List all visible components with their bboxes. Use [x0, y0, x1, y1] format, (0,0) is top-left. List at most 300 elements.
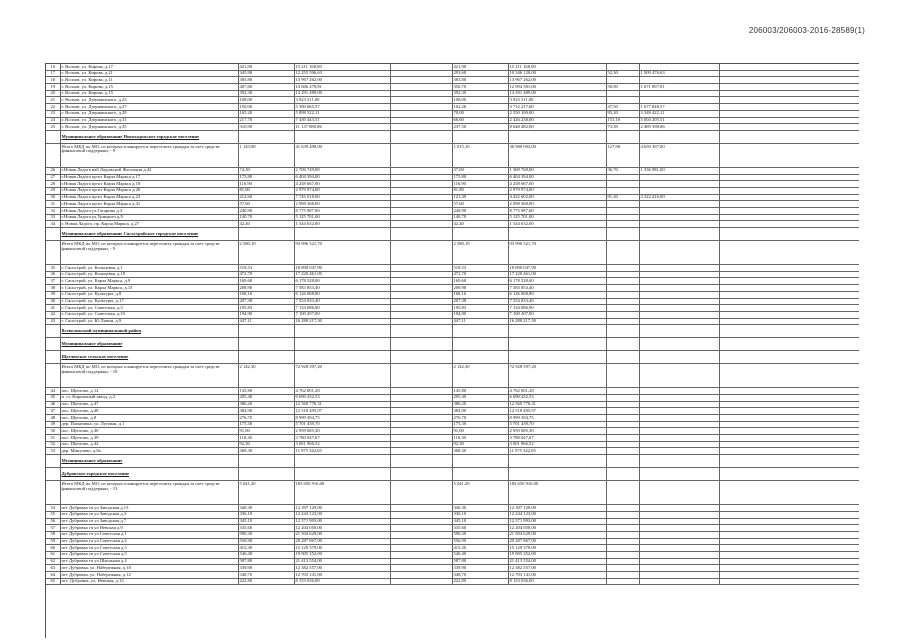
cell-number: 30 [46, 194, 60, 201]
table-row [46, 285, 859, 292]
cell-empty [390, 84, 452, 91]
table-row [46, 278, 859, 285]
cell-fund-cost: 6 178 528,00 [508, 278, 606, 285]
cell-fund-area: 70,00 [452, 110, 508, 117]
cell-empty [719, 208, 859, 215]
cell-empty [719, 455, 859, 468]
cell-total-area: 310,90 [238, 124, 294, 131]
cell-fund-cost: 15 211 168,00 [508, 64, 606, 70]
cell-total-area: 175,80 [238, 174, 294, 181]
cell-extra-cost [639, 201, 719, 208]
cell-total-area: 217,70 [238, 117, 294, 124]
cell-extra-area [606, 531, 639, 538]
cell-address: г. Волхов, ул. Кирова, д.21 [60, 70, 238, 77]
cell-empty [390, 511, 452, 518]
cell-total-cost: 15 211 168,00 [294, 64, 390, 70]
cell-total-area: 91,00 [238, 428, 294, 435]
cell-total-cost: 3 780 047,67 [294, 435, 390, 442]
cell-fund-cost: 12 397 129,00 [508, 505, 606, 512]
cell-address: г. Новая Ладога, пр. Карла Маркса, д.27 [60, 221, 238, 228]
cell-fund-area: 447,11 [452, 318, 508, 325]
cell-number: 54 [46, 505, 60, 512]
cell-number [46, 228, 60, 241]
cell-empty [719, 525, 859, 532]
cell-extra-cost [639, 455, 719, 468]
cell-number: 59 [46, 538, 60, 545]
cell-extra-area [606, 421, 639, 428]
cell-fund-cost: 3 780 047,67 [508, 435, 606, 442]
cell-extra-area: 95,20 [606, 110, 639, 117]
cell-total-area: 2 142,30 [238, 364, 294, 388]
cell-address: г. Сясьстрой, ул. Культуры, д.8 [60, 291, 238, 298]
cell-empty [390, 214, 452, 221]
cell-total-area: 447,11 [238, 318, 294, 325]
cell-fund-area: 590,30 [452, 531, 508, 538]
cell-fund-cost: 16 288 217,30 [508, 318, 606, 325]
cell-extra-cost [639, 441, 719, 448]
cell-fund-area: 222,80 [452, 578, 508, 585]
cell-fund-cost: 7 100 207,00 [508, 311, 606, 318]
cell-fund-cost: 8 648 482,00 [508, 124, 606, 131]
cell-extra-area [606, 298, 639, 305]
cell-extra-area [606, 181, 639, 188]
cell-address: пгт Дубровка гп ул Школьная д.4 [60, 558, 238, 565]
cell-total-cost: 2 979 974,00 [294, 187, 390, 194]
cell-empty [390, 278, 452, 285]
cell-extra-cost [639, 525, 719, 532]
cell-number [46, 468, 60, 481]
cell-fund-area: 121,49 [452, 194, 508, 201]
cell-empty [390, 208, 452, 215]
table-row [46, 551, 859, 558]
cell-empty [719, 181, 859, 188]
cell-total-cost: 12 255 596,63 [294, 70, 390, 77]
cell-total-area: 175,30 [238, 421, 294, 428]
cell-empty [390, 531, 452, 538]
cell-total-area [238, 325, 294, 338]
cell-total-cost: 2 959 685,30 [294, 428, 390, 435]
cell-extra-cost: 1 336 981,00 [639, 167, 719, 174]
cell-total-area [238, 351, 294, 364]
cell-total-cost: 3 001 966,52 [294, 441, 390, 448]
cell-total-cost: 21 504 629,00 [294, 531, 390, 538]
table-row [46, 435, 859, 442]
cell-fund-area: 116,90 [452, 181, 508, 188]
cell-number: 45 [46, 394, 60, 401]
cell-empty [390, 408, 452, 415]
cell-fund-area: 140,70 [452, 214, 508, 221]
cell-empty [390, 228, 452, 241]
table-row [46, 388, 859, 395]
table-row [46, 394, 859, 401]
cell-fund-cost [508, 455, 606, 468]
table-row [46, 428, 859, 435]
cell-number: 16 [46, 64, 60, 70]
cell-empty [719, 110, 859, 117]
table-row [46, 70, 859, 77]
cell-fund-area: 66,60 [452, 117, 508, 124]
cell-fund-cost: 3 001 966,52 [508, 441, 606, 448]
cell-empty [390, 364, 452, 388]
cell-fund-area [452, 351, 508, 364]
section-header-row [46, 455, 859, 468]
cell-empty [719, 578, 859, 585]
table-row [46, 97, 859, 104]
cell-empty [719, 194, 859, 201]
cell-fund-cost: 4 422 602,00 [508, 194, 606, 201]
cell-extra-cost: 1 909 476,63 [639, 70, 719, 77]
cell-empty [390, 578, 452, 585]
cell-extra-cost [639, 265, 719, 272]
cell-extra-cost: 4 659 397,00 [639, 143, 719, 167]
table-row [46, 565, 859, 572]
cell-address: г. Волхов, ул. Дзержинского, д.27 [60, 104, 238, 111]
cell-fund-area: 1 015,10 [452, 143, 508, 167]
cell-total-area: 74,30 [238, 167, 294, 174]
cell-empty [390, 221, 452, 228]
cell-address: пос. Щеглово, д.48 [60, 408, 238, 415]
cell-total-cost: 14 291 489,00 [294, 90, 390, 97]
cell-fund-cost: 21 504 629,00 [508, 531, 606, 538]
table-row [46, 305, 859, 312]
cell-empty [390, 241, 452, 265]
table-row [46, 572, 859, 579]
cell-number: 53 [46, 448, 60, 455]
cell-total-cost: 93 996 321,70 [294, 241, 390, 265]
cell-total-area: 336,10 [238, 511, 294, 518]
cell-address: г. Сясьстрой, ул. Кольцевая, д.18 [60, 271, 238, 278]
cell-fund-cost: 12 204 050,00 [508, 525, 606, 532]
cell-fund-area: 356,70 [452, 84, 508, 91]
cell-extra-cost [639, 318, 719, 325]
cell-total-cost: 8 153 036,00 [294, 578, 390, 585]
cell-empty [719, 468, 859, 481]
cell-empty [390, 435, 452, 442]
cell-empty [719, 572, 859, 579]
cell-fund-cost [508, 130, 606, 143]
cell-empty [719, 428, 859, 435]
cell-address: Муниципальное образование Сясьстройское городское поселение [60, 228, 238, 241]
cell-extra-cost [639, 187, 719, 194]
cell-empty [719, 558, 859, 565]
cell-empty [390, 104, 452, 111]
cell-empty [719, 214, 859, 221]
cell-extra-cost: 3 348 422,11 [639, 110, 719, 117]
document-id: 206003/206003-2016-28589(1) [748, 26, 865, 35]
cell-fund-area: 340,30 [452, 505, 508, 512]
cell-number [46, 130, 60, 143]
cell-total-area: 590,30 [238, 531, 294, 538]
table-row [46, 525, 859, 532]
housing-register-table [46, 64, 859, 585]
cell-total-cost: 7 100 207,00 [294, 311, 390, 318]
cell-empty [719, 408, 859, 415]
cell-empty [719, 511, 859, 518]
cell-empty [719, 77, 859, 84]
cell-total-area: 169,60 [238, 278, 294, 285]
cell-fund-cost [508, 228, 606, 241]
cell-extra-cost [639, 468, 719, 481]
cell-extra-cost: 5 004 205,51 [639, 117, 719, 124]
cell-extra-area [606, 394, 639, 401]
section-header-row [46, 338, 859, 351]
cell-address: г. Сясьстрой, ул. Советская, д.3 [60, 305, 238, 312]
cell-address: г.Новая Ладога пр-кт Карла Маркса д.41 [60, 201, 238, 208]
cell-extra-cost: 1 677 848,57 [639, 104, 719, 111]
cell-empty [719, 318, 859, 325]
cell-number: 20 [46, 90, 60, 97]
cell-empty [390, 428, 452, 435]
cell-total-area: 207,38 [238, 298, 294, 305]
cell-extra-area [606, 505, 639, 512]
cell-address: пгт Дубровка гп ул Советская д.3 [60, 545, 238, 552]
cell-empty [719, 338, 859, 351]
cell-total-area: 208,98 [238, 285, 294, 292]
table-row [46, 421, 859, 428]
cell-total-cost: 8 775 987,00 [294, 208, 390, 215]
cell-fund-area: 293,60 [452, 70, 508, 77]
cell-number: 19 [46, 84, 60, 91]
cell-address: г. Волхов, ул. Дзержинского, д.23 [60, 97, 238, 104]
cell-fund-area: 2 142,30 [452, 364, 508, 388]
cell-number [46, 143, 60, 167]
cell-extra-cost [639, 511, 719, 518]
cell-empty [390, 291, 452, 298]
table-row [46, 531, 859, 538]
table-row [46, 187, 859, 194]
cell-empty [390, 325, 452, 338]
cell-empty [719, 325, 859, 338]
cell-fund-area: 415,30 [452, 545, 508, 552]
cell-total-area: 386,20 [238, 401, 294, 408]
cell-extra-cost [639, 351, 719, 364]
cell-fund-cost: 7 554 833,40 [508, 298, 606, 305]
cell-number: 24 [46, 117, 60, 124]
table-row [46, 194, 859, 201]
cell-total-cost: 2 706 749,00 [294, 167, 390, 174]
register-body [46, 64, 859, 585]
cell-address: г. Волхов, ул. Кирова, д.15 [60, 90, 238, 97]
cell-total-cost: 8 999 394,75 [294, 415, 390, 422]
cell-total-cost: 12 397 129,00 [294, 505, 390, 512]
cell-number: 58 [46, 531, 60, 538]
cell-fund-area: 208,98 [452, 285, 508, 292]
cell-extra-area [606, 441, 639, 448]
cell-empty [719, 97, 859, 104]
cell-total-area: 345,10 [238, 518, 294, 525]
cell-fund-cost: 2 550 100,00 [508, 110, 606, 117]
table-row [46, 214, 859, 221]
cell-empty [719, 124, 859, 131]
cell-empty [719, 364, 859, 388]
cell-total-area [238, 455, 294, 468]
cell-total-cost: 12 571 993,00 [294, 518, 390, 525]
cell-fund-area: 392,30 [452, 90, 508, 97]
cell-empty [390, 130, 452, 143]
cell-fund-cost: 8 775 987,00 [508, 208, 606, 215]
cell-extra-cost [639, 174, 719, 181]
register-sheet [45, 63, 859, 638]
cell-total-area: 116,90 [238, 181, 294, 188]
cell-total-area: 140,70 [238, 214, 294, 221]
cell-empty [719, 104, 859, 111]
cell-empty [390, 124, 452, 131]
cell-number: 23 [46, 110, 60, 117]
cell-extra-cost [639, 421, 719, 428]
cell-address: г.Новая Ладога пр-кт Карла Маркса д.20 [60, 187, 238, 194]
cell-total-cost: 12 518 495,97 [294, 408, 390, 415]
cell-address: дер. Плинтовка, ул. Луговая, д.1 [60, 421, 238, 428]
cell-address: г.Новая Ладога пр-кт Карла Маркса д.18 [60, 181, 238, 188]
cell-fund-area: 556,90 [452, 538, 508, 545]
cell-empty [390, 481, 452, 505]
cell-total-cost: 5 701 439,70 [294, 421, 390, 428]
cell-extra-area [606, 241, 639, 265]
cell-total-cost: 11 137 880,86 [294, 124, 390, 131]
table-row [46, 408, 859, 415]
table-row [46, 518, 859, 525]
cell-address: пгт Дубровка гп ул Советская д.5 [60, 551, 238, 558]
cell-address: пгт Дубровка гп ул Заводская д.13 [60, 505, 238, 512]
cell-extra-cost [639, 271, 719, 278]
cell-total-cost [294, 468, 390, 481]
table-row [46, 511, 859, 518]
cell-total-area: 383,80 [238, 77, 294, 84]
cell-extra-area [606, 518, 639, 525]
cell-fund-cost: 5 701 439,70 [508, 421, 606, 428]
cell-extra-area [606, 214, 639, 221]
cell-number: 41 [46, 305, 60, 312]
cell-empty [390, 401, 452, 408]
cell-total-cost: 4 762 001,28 [294, 388, 390, 395]
cell-empty [719, 505, 859, 512]
cell-total-cost: 14 666 478,81 [294, 84, 390, 91]
cell-empty [719, 565, 859, 572]
cell-number: 65 [46, 578, 60, 585]
cell-extra-area [606, 265, 639, 272]
cell-fund-cost: 3 923 511,00 [508, 97, 606, 104]
table-row [46, 265, 859, 272]
cell-extra-cost: 3 322 416,00 [639, 194, 719, 201]
cell-total-cost: 7 430 443,51 [294, 117, 390, 124]
cell-total-area: 222,80 [238, 578, 294, 585]
table-row [46, 298, 859, 305]
cell-extra-area: 127,90 [606, 143, 639, 167]
cell-address: г. Волхов, ул. Кирова, д.15 [60, 84, 238, 91]
cell-total-cost [294, 325, 390, 338]
cell-empty [719, 187, 859, 194]
cell-total-cost: 12 560 776,31 [294, 401, 390, 408]
cell-empty [719, 174, 859, 181]
cell-number: 28 [46, 181, 60, 188]
cell-empty [719, 518, 859, 525]
cell-fund-cost: 13 967 262,00 [508, 77, 606, 84]
cell-number: 50 [46, 428, 60, 435]
cell-extra-area [606, 558, 639, 565]
cell-fund-area: 383,80 [452, 77, 508, 84]
cell-fund-area: 169,60 [452, 278, 508, 285]
cell-fund-area: 145,80 [452, 388, 508, 395]
cell-empty [390, 448, 452, 455]
cell-number: 51 [46, 435, 60, 442]
cell-number: 22 [46, 104, 60, 111]
table-row [46, 271, 859, 278]
cell-total-cost: 12 204 050,00 [294, 525, 390, 532]
cell-extra-cost [639, 77, 719, 84]
cell-empty [719, 388, 859, 395]
cell-fund-area: 335,60 [452, 525, 508, 532]
cell-address: г.Новая Ладога ул.Урицкого д.9 [60, 214, 238, 221]
cell-extra-area [606, 572, 639, 579]
cell-total-area: 116,30 [238, 435, 294, 442]
cell-extra-cost [639, 415, 719, 422]
cell-total-area: 276,70 [238, 415, 294, 422]
cell-extra-area [606, 291, 639, 298]
cell-address: дер. Минулово, д.8а [60, 448, 238, 455]
cell-fund-area: 339,90 [452, 565, 508, 572]
cell-total-area: 150,00 [238, 104, 294, 111]
cell-extra-area [606, 448, 639, 455]
cell-extra-area [606, 408, 639, 415]
cell-fund-cost: 3 712 217,00 [508, 104, 606, 111]
cell-fund-area: 472,70 [452, 271, 508, 278]
cell-total-cost: 12 703 141,00 [294, 572, 390, 579]
cell-address: Дубровское городское поселение [60, 468, 238, 481]
cell-address: пос. Щеглово, д.12 [60, 388, 238, 395]
table-row [46, 441, 859, 448]
cell-fund-area: 2 580,19 [452, 241, 508, 265]
cell-address: Муниципальное образование [60, 455, 238, 468]
table-row [46, 448, 859, 455]
table-row [46, 545, 859, 552]
cell-address: Муниципальное образование Новоладожское городское поселение [60, 130, 238, 143]
cell-fund-area: 194,90 [452, 311, 508, 318]
cell-number: 44 [46, 388, 60, 395]
cell-empty [390, 194, 452, 201]
table-row [46, 124, 859, 131]
cell-empty [390, 415, 452, 422]
cell-empty [390, 311, 452, 318]
cell-extra-cost [639, 394, 719, 401]
cell-number: 25 [46, 124, 60, 131]
cell-number: 52 [46, 441, 60, 448]
cell-extra-cost [639, 505, 719, 512]
cell-address: пгт Дубровка, ул. Набережная, д.18 [60, 565, 238, 572]
table-row [46, 208, 859, 215]
cell-extra-area [606, 455, 639, 468]
cell-empty [719, 271, 859, 278]
cell-empty [390, 110, 452, 117]
cell-empty [719, 298, 859, 305]
cell-extra-area [606, 351, 639, 364]
cell-empty [719, 415, 859, 422]
cell-total-area: 587,80 [238, 558, 294, 565]
cell-fund-cost: 2 959 685,30 [508, 428, 606, 435]
cell-extra-area [606, 130, 639, 143]
cell-extra-area [606, 401, 639, 408]
cell-fund-cost: 72 928 597,20 [508, 364, 606, 388]
cell-total-area: 518,53 [238, 265, 294, 272]
cell-number: 64 [46, 572, 60, 579]
cell-total-cost: 6 690 432,53 [294, 394, 390, 401]
cell-empty [719, 221, 859, 228]
section-header-row [46, 130, 859, 143]
cell-total-area: 415,30 [238, 545, 294, 552]
cell-number: 37 [46, 278, 60, 285]
cell-empty [390, 518, 452, 525]
cell-extra-cost [639, 278, 719, 285]
cell-fund-cost: 7 134 086,90 [508, 305, 606, 312]
